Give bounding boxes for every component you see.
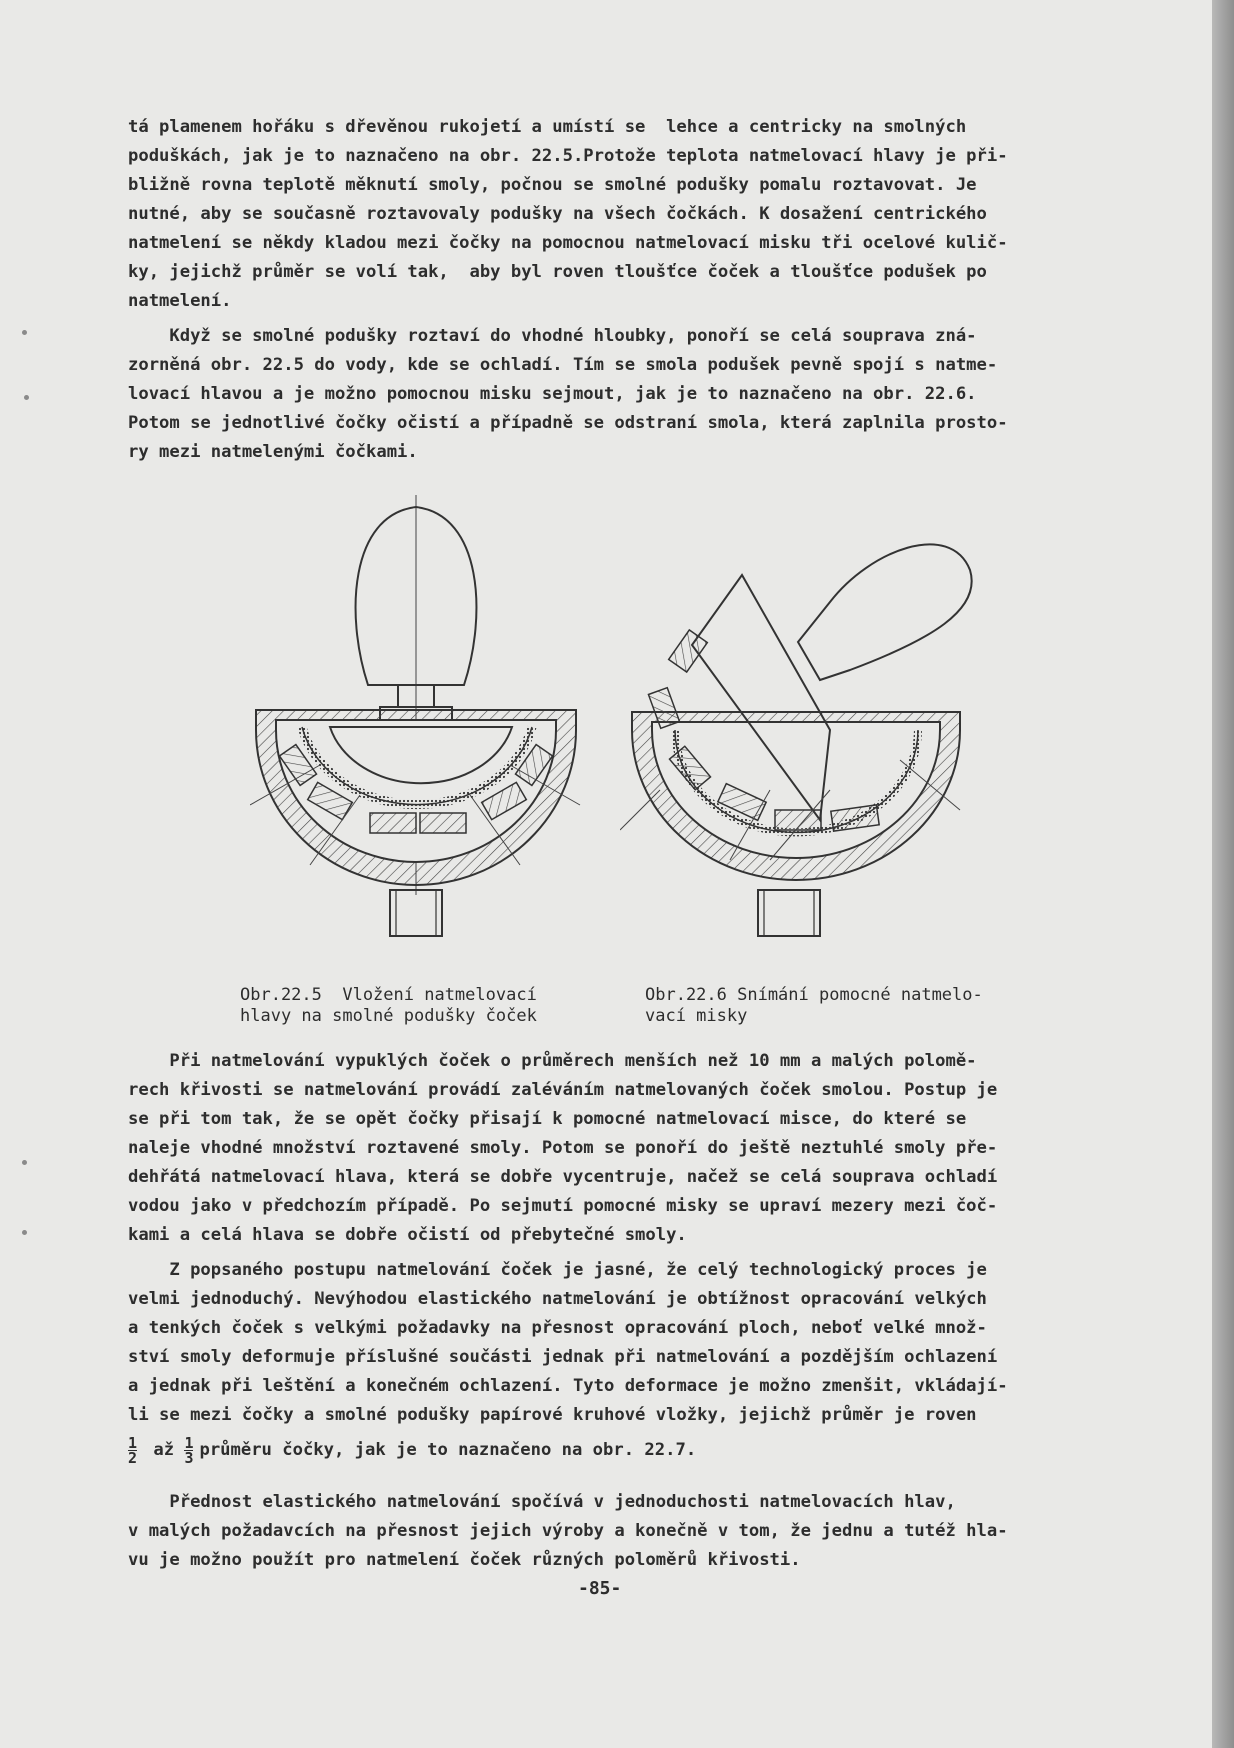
binding-hole-mark bbox=[22, 1160, 27, 1165]
text-line: ky, jejichž průměr se volí tak, aby byl roven tloušťce čoček a tloušťce podušek po bbox=[128, 262, 987, 282]
page-edge-shadow bbox=[1212, 0, 1234, 1748]
paragraph-3 bbox=[128, 1047, 1088, 1250]
binding-hole-mark bbox=[22, 1230, 27, 1235]
text-line: kami a celá hlava se dobře očistí od přebytečné smoly. bbox=[128, 1225, 687, 1245]
text-line: bližně rovna teplotě měknutí smoly, počnou se smolné podušky pomalu roztavovat. Je bbox=[128, 175, 977, 195]
text-line: lovací hlavou a je možno pomocnou misku sejmout, jak je to naznačeno na obr. 22.6. bbox=[128, 384, 977, 404]
fraction-line: $\frac{1}{2}$ až $\frac{1}{3}$ průměru čočky, jak je to naznačeno na obr. 22.7. bbox=[128, 1433, 697, 1467]
binding-hole-mark bbox=[24, 395, 29, 400]
figure-22-6-illustration bbox=[620, 530, 980, 960]
text-line: li se mezi čočky a smolné podušky papírové kruhové vložky, jejichž průměr je roven bbox=[128, 1405, 977, 1425]
text-line: Potom se jednotlivé čočky očistí a případně se odstraní smola, která zaplnila prosto- bbox=[128, 413, 1008, 433]
paragraph-1 bbox=[128, 113, 1088, 316]
page-number: -85- bbox=[578, 1578, 622, 1599]
text-line: ství smoly deformuje příslušné součásti jednak při natmelování a pozdějším ochlazení bbox=[128, 1347, 998, 1367]
text-line: Při natmelování vypuklých čoček o průměrech menších než 10 mm a malých polomě- bbox=[128, 1051, 977, 1071]
figure-22-6-caption: Obr.22.6 Snímání pomocné natmelo- vací misky bbox=[645, 985, 983, 1026]
text-line: Přednost elastického natmelování spočívá v jednoduchosti natmelovacích hlav, bbox=[128, 1492, 956, 1512]
text-line: v malých požadavcích na přesnost jejich výroby a konečně v tom, že jednu a tutéž hla- bbox=[128, 1521, 1008, 1541]
text-line: naleje vhodné množství roztavené smoly. Potom se ponoří do ještě neztuhlé smoly pře- bbox=[128, 1138, 998, 1158]
text-line: poduškách, jak je to naznačeno na obr. 22.5.Protože teplota natmelovací hlavy je při- bbox=[128, 146, 1008, 166]
figure-22-5-caption: Obr.22.5 Vložení natmelovací hlavy na smolné podušky čoček bbox=[240, 985, 537, 1026]
text-line: vu je možno použít pro natmelení čoček různých poloměrů křivosti. bbox=[128, 1550, 801, 1570]
text-line: rech křivosti se natmelování provádí zaléváním natmelovaných čoček smolou. Postup je bbox=[128, 1080, 998, 1100]
fraction-one-third: $\frac{1}{3}$ bbox=[184, 1433, 194, 1467]
paragraph-4 bbox=[128, 1256, 1088, 1470]
paragraph-5 bbox=[128, 1488, 1088, 1575]
text-line: ry mezi natmelenými čočkami. bbox=[128, 442, 418, 462]
text-line: zorněná obr. 22.5 do vody, kde se ochladí. Tím se smola podušek pevně spojí s natme- bbox=[128, 355, 998, 375]
text-line: velmi jednoduchý. Nevýhodou elastického natmelování je obtížnost opracování velkých bbox=[128, 1289, 987, 1309]
fraction-one-half: $\frac{1}{2}$ bbox=[128, 1433, 138, 1467]
paragraph-2 bbox=[128, 322, 1088, 467]
text-line: dehřátá natmelovací hlava, která se dobře vycentruje, načež se celá souprava ochladí bbox=[128, 1167, 998, 1187]
figure-22-5-illustration bbox=[250, 495, 590, 955]
text-line: a jednak při leštění a konečném ochlazení. Tyto deformace je možno zmenšit, vkládají- bbox=[128, 1376, 1008, 1396]
text-line: natmelení se někdy kladou mezi čočky na pomocnou natmelovací misku tři ocelové kulič- bbox=[128, 233, 1008, 253]
text-line: Když se smolné podušky roztaví do vhodné hloubky, ponoří se celá souprava zná- bbox=[128, 326, 977, 346]
text-line: se při tom tak, že se opět čočky přisají k pomocné natmelovací misce, do které se bbox=[128, 1109, 967, 1129]
text-line: nutné, aby se současně roztavovaly podušky na všech čočkách. K dosažení centrického bbox=[128, 204, 987, 224]
text-line: tá plamenem hořáku s dřevěnou rukojetí a umístí se lehce a centricky na smolných bbox=[128, 117, 967, 137]
text-line: Z popsaného postupu natmelování čoček je jasné, že celý technologický proces je bbox=[128, 1260, 987, 1280]
text-line: natmelení. bbox=[128, 291, 232, 311]
binding-hole-mark bbox=[22, 330, 27, 335]
text-line: a tenkých čoček s velkými požadavky na přesnost opracování ploch, neboť velké množ- bbox=[128, 1318, 987, 1338]
text-line: vodou jako v předchozím případě. Po sejmutí pomocné misky se upraví mezery mezi čoč- bbox=[128, 1196, 998, 1216]
